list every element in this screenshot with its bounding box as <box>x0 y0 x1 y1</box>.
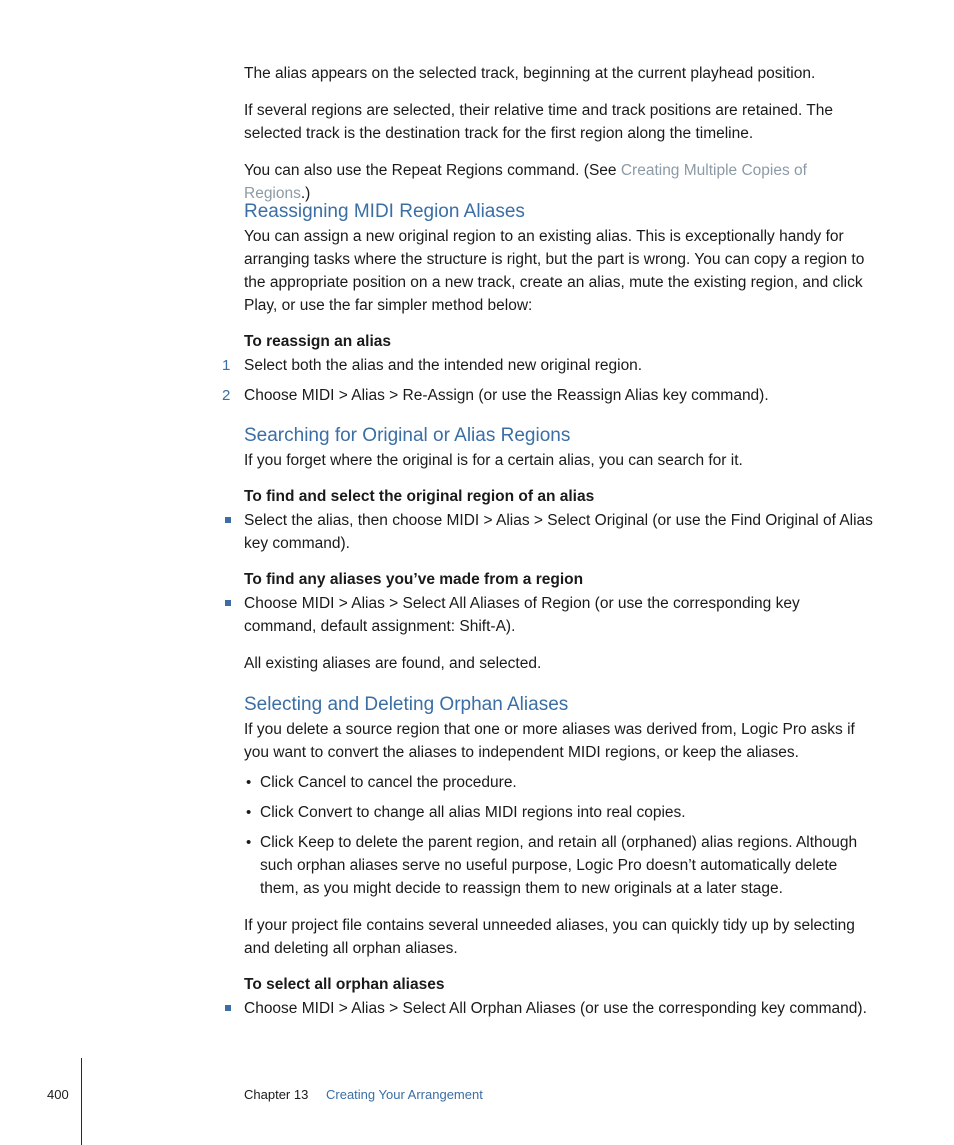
task-heading-find-aliases: To find any aliases you’ve made from a region <box>244 571 584 588</box>
intro-paragraph-3-text: You can also use the Repeat Regions command. (See <box>244 162 621 179</box>
bullet-item-keep: Click Keep to delete the parent region, and retain all (orphaned) alias regions. Although such orphan aliases serve no useful purpose, Logic Pro doesn’t automatically delete them, as you might decide to reassign them to new originals at a later stage. <box>260 834 858 897</box>
task-heading-reassign: To reassign an alias <box>244 333 392 350</box>
footer-chapter-title-link[interactable]: Creating Your Arrangement <box>326 1087 483 1102</box>
bullet-item-cancel: Click Cancel to cancel the procedure. <box>260 774 517 791</box>
intro-paragraph-3-end: .) <box>300 185 311 202</box>
bullet-item-convert: Click Convert to change all alias MIDI regions into real copies. <box>260 804 686 821</box>
square-bullet-icon <box>225 1005 231 1011</box>
section-heading-reassigning: Reassigning MIDI Region Aliases <box>244 201 525 222</box>
result-text: All existing aliases are found, and selected. <box>244 655 542 672</box>
step-number-2: 2 <box>222 387 231 404</box>
square-bullet-icon <box>225 517 231 523</box>
intro-paragraph-2: If several regions are selected, their relative time and track positions are retained. The selected track is the destination track for the first region along the timeline. <box>244 102 834 142</box>
bullet-dot-icon: • <box>246 804 252 821</box>
section-body-searching: If you forget where the original is for a certain alias, you can search for it. <box>244 452 743 469</box>
intro-paragraph-1: The alias appears on the selected track, beginning at the current playhead position. <box>244 65 816 82</box>
bullet-dot-icon: • <box>246 834 252 851</box>
task-heading-select-orphans: To select all orphan aliases <box>244 976 445 993</box>
intro-paragraph-3 <box>244 159 876 205</box>
bullet-dot-icon: • <box>246 774 252 791</box>
section-heading-orphan: Selecting and Deleting Orphan Aliases <box>244 694 569 715</box>
task-item-find-aliases: Choose MIDI > Alias > Select All Aliases of Region (or use the corresponding key command, default assignment: Shift-A). <box>244 595 800 635</box>
footer-divider <box>81 1058 82 1145</box>
step-text-2: Choose MIDI > Alias > Re-Assign (or use the Reassign Alias key command). <box>244 387 769 404</box>
step-number-1: 1 <box>222 357 231 374</box>
section-body-orphan-2: If your project file contains several unneeded aliases, you can quickly tidy up by selecting and deleting all orphan aliases. <box>244 917 855 957</box>
task-item-find-original: Select the alias, then choose MIDI > Alias > Select Original (or use the Find Original of Alias key command). <box>244 512 873 552</box>
section-heading-searching: Searching for Original or Alias Regions <box>244 425 571 446</box>
square-bullet-icon <box>225 600 231 606</box>
cross-reference-link[interactable]: Creating Multiple Copies of Regions <box>244 162 807 202</box>
section-body-orphan: If you delete a source region that one or more aliases was derived from, Logic Pro asks if you want to convert the aliases to independent MIDI regions, or keep the aliases. <box>244 721 855 761</box>
step-text-1: Select both the alias and the intended new original region. <box>244 357 643 374</box>
task-item-select-orphans: Choose MIDI > Alias > Select All Orphan Aliases (or use the corresponding key command). <box>244 1000 867 1017</box>
footer-chapter-label: Chapter 13 <box>244 1087 309 1102</box>
page-number: 400 <box>47 1087 69 1102</box>
section-body-reassigning: You can assign a new original region to an existing alias. This is exceptionally handy for arranging tasks where the structure is right, but the part is wrong. You can copy a region to the appropriate position on a new track, create an alias, mute the existing region, and click Play, or use the far simpler method below: <box>244 228 865 314</box>
task-heading-find-original: To find and select the original region of an alias <box>244 488 595 505</box>
